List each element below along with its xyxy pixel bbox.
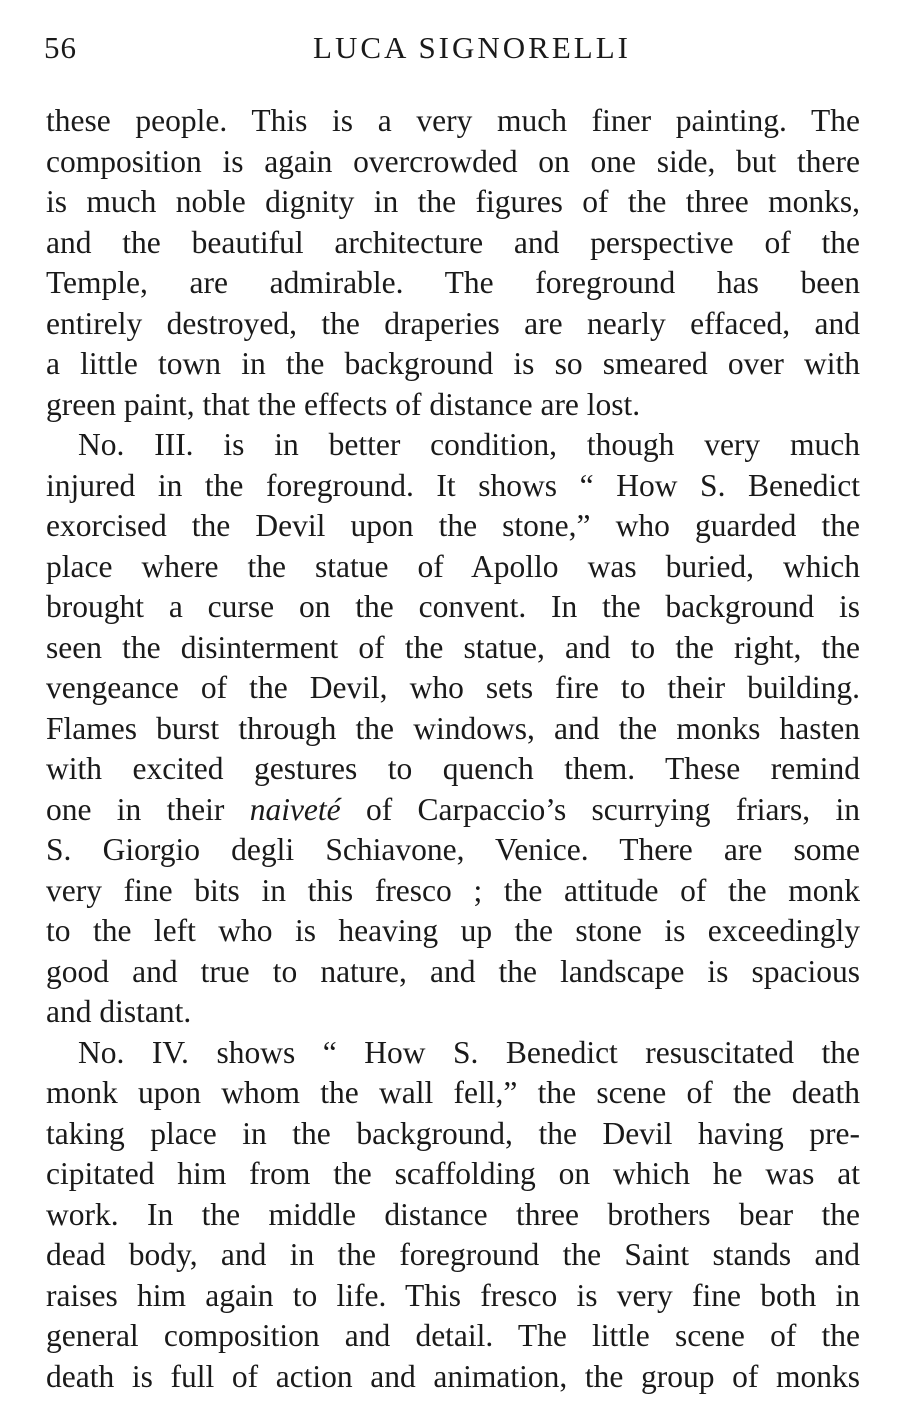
text-segment: one in their	[46, 791, 250, 827]
text-line: general composition and detail. The little scene of the	[46, 1318, 860, 1353]
text-line: injured in the foreground. It shows “ How S. Benedict	[46, 467, 860, 503]
text-line: work. In the middle distance three brothers bear the	[46, 1196, 860, 1232]
running-title: LUCA SIGNORELLI	[313, 30, 631, 65]
text-line: a little town in the background is so smeared over with	[46, 346, 860, 381]
text-segment: of Carpaccio’s scurrying friars, in	[340, 791, 860, 827]
text-line: and the beautiful architecture and perspective of the	[46, 224, 860, 260]
text-line: taking place in the background, the Devil having pre-	[46, 1115, 860, 1151]
text-line: is much noble dignity in the figures of the three monks,	[46, 184, 860, 219]
page-number: 56	[44, 30, 77, 65]
text-line: No. IV. shows “ How S. Benedict resuscitated the	[78, 1034, 860, 1070]
text-line: green paint, that the effects of distance are lost.	[46, 386, 641, 422]
text-line: No. III. is in better condition, though very much	[78, 427, 860, 462]
text-line: entirely destroyed, the draperies are nearly effaced, and	[46, 305, 860, 341]
text-line: death is full of action and animation, the group of monks	[46, 1358, 860, 1394]
text-line: very fine bits in this fresco ; the attitude of the monk	[46, 872, 860, 908]
text-line: with excited gestures to quench them. These remind	[46, 751, 860, 786]
text-line: exorcised the Devil upon the stone,” who guarded the	[46, 508, 860, 543]
text-line: monk upon whom the wall fell,” the scene of the death	[46, 1075, 860, 1110]
italic-word: naiveté	[249, 791, 341, 827]
text-line: these people. This is a very much finer painting. The	[46, 103, 860, 138]
text-line-with-italic	[46, 790, 860, 831]
text-line: Flames burst through the windows, and the monks hasten	[46, 710, 860, 746]
page-header	[44, 30, 860, 80]
body-text	[46, 101, 860, 1397]
text-line: good and true to nature, and the landscape is spacious	[46, 953, 860, 989]
paragraph-3	[46, 1033, 860, 1398]
text-line: vengeance of the Devil, who sets fire to their building.	[46, 670, 860, 705]
paragraph-1	[46, 101, 860, 425]
paragraph-2	[46, 425, 860, 1033]
text-line: S. Giorgio degli Schiavone, Venice. There are some	[46, 832, 860, 867]
text-line: dead body, and in the foreground the Saint stands and	[46, 1237, 860, 1272]
text-line: cipitated him from the scaffolding on which he was at	[46, 1156, 860, 1191]
text-line: Temple, are admirable. The foreground has been	[46, 265, 860, 300]
text-line: to the left who is heaving up the stone is exceedingly	[46, 913, 860, 948]
text-line: place where the statue of Apollo was buried, which	[46, 548, 860, 584]
text-line: and distant.	[46, 994, 192, 1029]
text-line: raises him again to life. This fresco is very fine both in	[46, 1277, 860, 1313]
text-line: brought a curse on the convent. In the background is	[46, 589, 860, 624]
text-line: seen the disinterment of the statue, and to the right, the	[46, 629, 860, 665]
text-line: composition is again overcrowded on one side, but there	[46, 143, 860, 179]
